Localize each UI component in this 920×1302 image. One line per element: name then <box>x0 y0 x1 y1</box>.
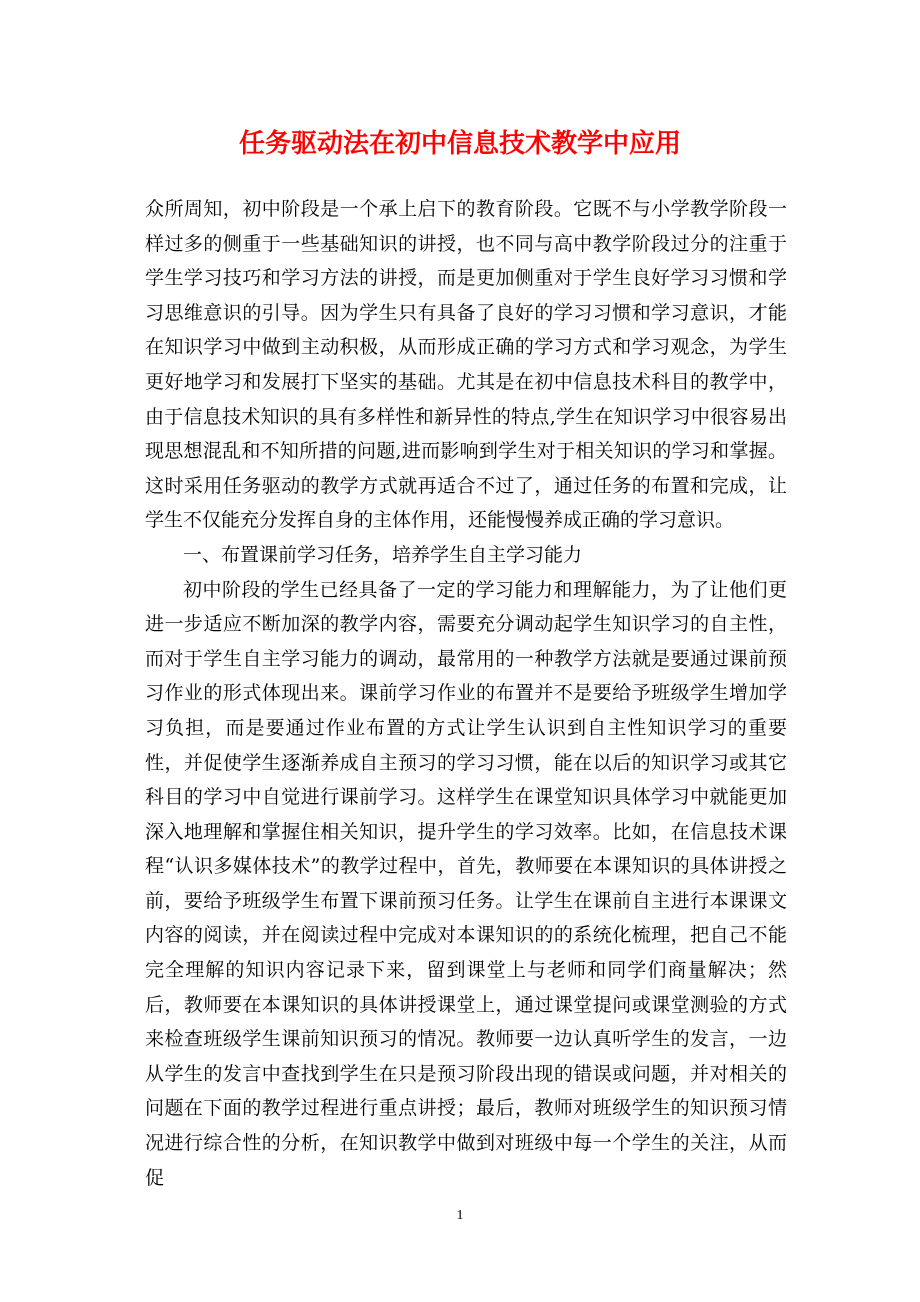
page-number: 1 <box>456 1208 464 1223</box>
paragraph-section-1: 初中阶段的学生已经具备了一定的学习能力和理解能力，为了让他们更进一步适应不断加深的教学内容，需要充分调动起学生知识学习的自主性，而对于学生自主学习能力的调动，最常用的一种教学方法就是要通过课前预习作业的形式体现出来。课前学习作业的布置并不是要给予班级学生增加学习负担，而是要通过作业布置的方式让学生认识到自主性知识学习的重要性，并促使学生逐渐养成自主预习的学习习惯，能在以后的知识学习或其它科目的学习中自觉进行课前学习。这样学生在课堂知识具体学习中就能更加深入地理解和掌握住相关知识，提升学生的学习效率。比如，在信息技术课程“认识多媒体技术”的教学过程中，首先，教师要在本课知识的具体讲授之前，要给予班级学生布置下课前预习任务。让学生在课前自主进行本课课文内容的阅读，并在阅读过程中完成对本课知识的的系统化梳理，把自己不能完全理解的知识内容记录下来，留到课堂上与老师和同学们商量解决；然后，教师要在本课知识的具体讲授课堂上，通过课堂提问或课堂测验的方式来检查班级学生课前知识预习的情况。教师要一边认真听学生的发言，一边从学生的发言中查找到学生在只是预习阶段出现的错误或问题，并对相关的问题在下面的教学过程进行重点讲授；最后，教师对班级学生的知识预习情况进行综合性的分析，在知识教学中做到对班级中每一个学生的关注，从而促 <box>145 578 787 1189</box>
section-heading-1: 一、布置课前学习任务，培养学生自主学习能力 <box>183 543 583 566</box>
document-body <box>145 192 787 1195</box>
document-title: 任务驱动法在初中信息技术教学中应用 <box>238 129 681 159</box>
paragraph-intro: 众所周知，初中阶段是一个承上启下的教育阶段。它既不与小学教学阶段一样过多的侧重于一些基础知识的讲授，也不同与高中教学阶段过分的注重于学生学习技巧和学习方法的讲授，而是更加侧重对于学生良好学习习惯和学习思维意识的引导。因为学生只有具备了良好的学习习惯和学习意识，才能在知识学习中做到主动积极，从而形成正确的学习方式和学习观念，为学生更好地学习和发展打下坚实的基础。尤其是在初中信息技术科目的教学中，由于信息技术知识的具有多样性和新异性的特点,学生在知识学习中很容易出现思想混乱和不知所措的问题,进而影响到学生对于相关知识的学习和掌握。这时采用任务驱动的教学方式就再适合不过了，通过任务的布置和完成，让学生不仅能充分发挥自身的主体作用，还能慢慢养成正确的学习意识。 <box>145 198 787 532</box>
